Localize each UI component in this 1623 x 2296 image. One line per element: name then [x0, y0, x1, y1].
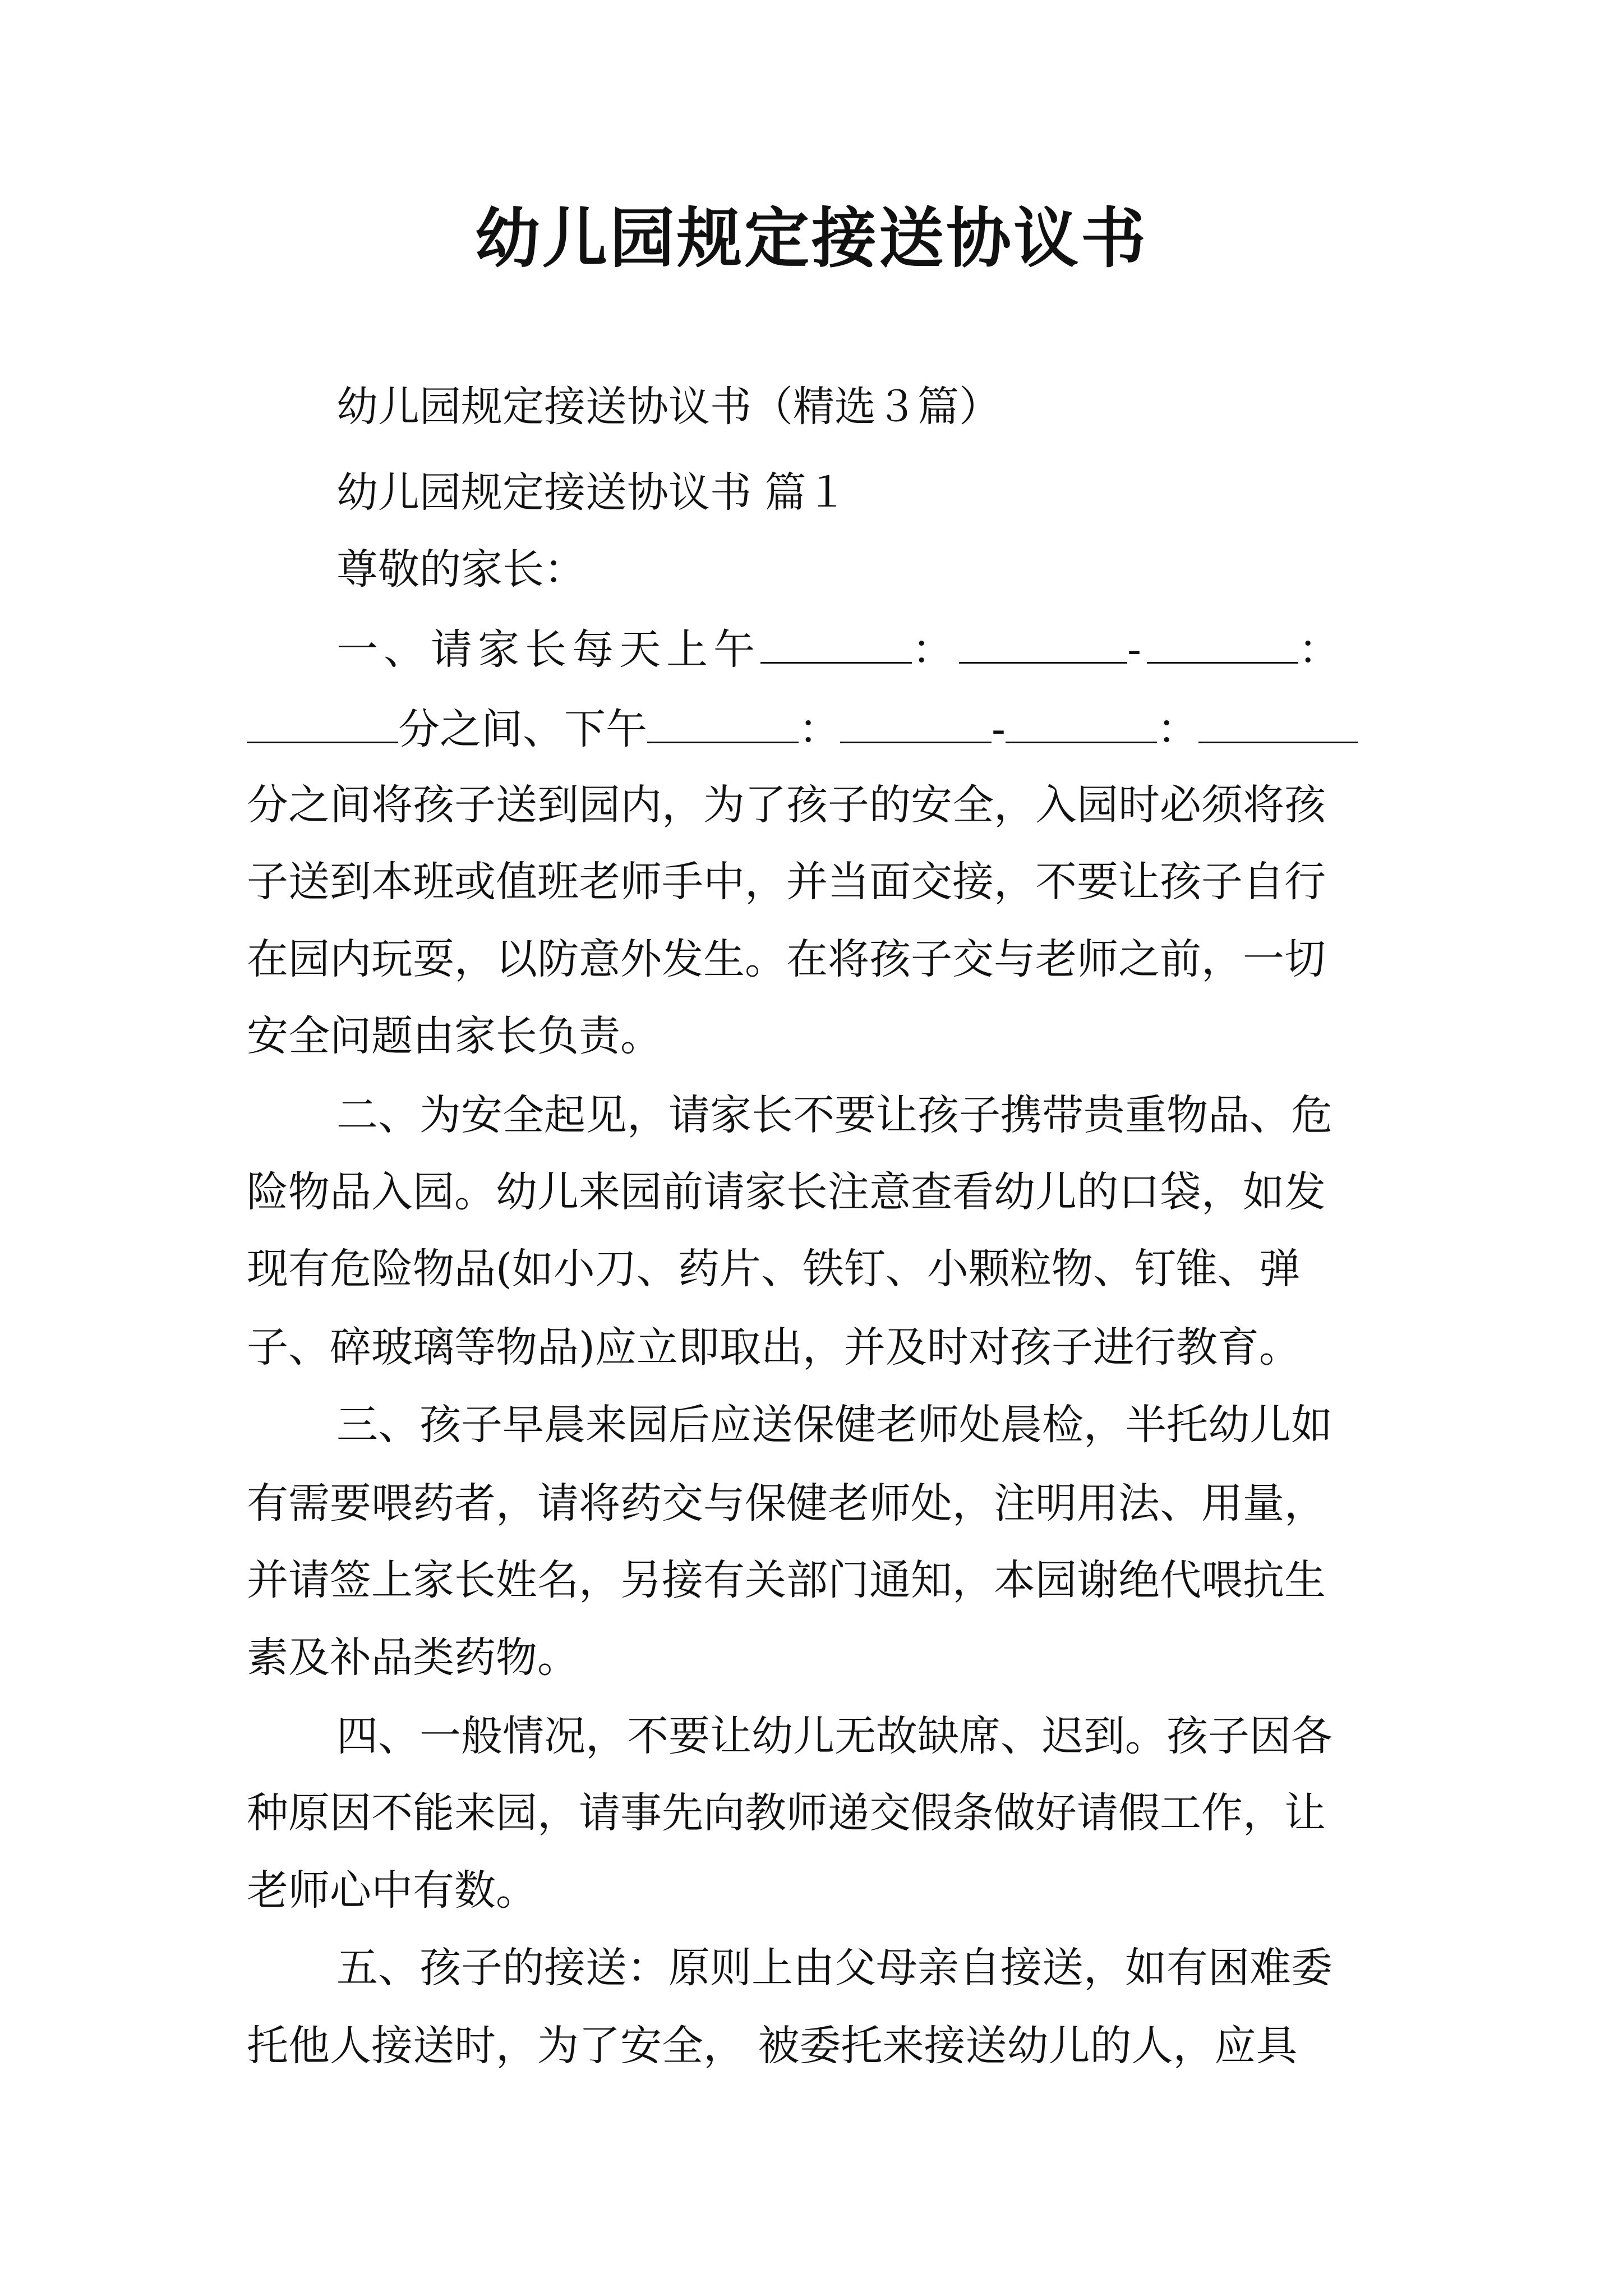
item1-line3: 分之间将孩子送到园内，为了孩子的安全，入园时必须将孩: [247, 781, 1326, 829]
item1-line2: [247, 696, 1358, 763]
item1-mid-text: 分之间、下午: [398, 705, 647, 753]
colon: ：: [912, 625, 959, 674]
colon: ：: [1157, 705, 1199, 753]
item3-line1: 三、孩子早晨来园后应送保健老师处晨检，半托幼儿如: [336, 1401, 1332, 1449]
dash: -: [992, 705, 1006, 753]
afternoon-start-hour-blank: [647, 702, 799, 743]
salutation: 尊敬的家长：: [336, 545, 585, 593]
afternoon-end-hour-blank: [1006, 702, 1157, 743]
colon: ：: [1298, 625, 1346, 674]
item3-line3: 并请签上家长姓名，另接有关部门通知，本园谢绝代喂抗生: [247, 1556, 1326, 1604]
morning-end-hour-blank: [1147, 623, 1298, 664]
item1-line1: [336, 616, 1345, 683]
dash: -: [1127, 625, 1147, 674]
section-heading: 幼儿园规定接送协议书 篇１: [336, 468, 848, 517]
item1-prefix: 一、请家长每天上午: [336, 625, 760, 674]
item2-line1: 二、为安全起见，请家长不要让孩子携带贵重物品、危: [336, 1091, 1332, 1139]
document-title: 幼儿园规定接送协议书: [475, 200, 1148, 277]
item4-line2: 种原因不能来园，请事先向教师递交假条做好请假工作，让: [247, 1789, 1326, 1837]
item2-line4: 子、碎玻璃等物品)应立即取出，并及时对孩子进行教育。: [247, 1323, 1301, 1372]
item1-line6: 安全问题由家长负责。: [247, 1012, 662, 1060]
morning-start-minute-blank: [959, 623, 1127, 664]
item4-line1: 四、一般情况，不要让幼儿无故缺席、迟到。孩子因各: [336, 1712, 1332, 1760]
item4-line3: 老师心中有数。: [247, 1866, 537, 1915]
document-subtitle: 幼儿园规定接送协议书（精选３篇）: [336, 383, 1000, 431]
morning-end-minute-blank: [247, 702, 398, 743]
afternoon-start-minute-blank: [840, 702, 992, 743]
item2-line2: 险物品入园。幼儿来园前请家长注意查看幼儿的口袋，如发: [247, 1168, 1326, 1216]
item1-line4: 子送到本班或值班老师手中，并当面交接，不要让孩子自行: [247, 858, 1326, 906]
item5-line1: 五、孩子的接送：原则上由父母亲自接送，如有困难委: [336, 1944, 1332, 1992]
afternoon-end-minute-blank: [1198, 702, 1358, 743]
colon: ：: [799, 705, 840, 753]
item2-line3: 现有危险物品(如小刀、药片、铁钉、小颗粒物、钉锥、弹: [247, 1245, 1301, 1293]
item3-line4: 素及补品类药物。: [247, 1634, 579, 1682]
item1-line5: 在园内玩耍，以防意外发生。在将孩子交与老师之前，一切: [247, 935, 1326, 983]
item5-line2: 托他人接送时，为了安全， 被委托来接送幼儿的人，应具: [247, 2022, 1298, 2070]
morning-start-hour-blank: [760, 623, 912, 664]
item3-line2: 有需要喂药者，请将药交与保健老师处，注明用法、用量，: [247, 1479, 1326, 1527]
